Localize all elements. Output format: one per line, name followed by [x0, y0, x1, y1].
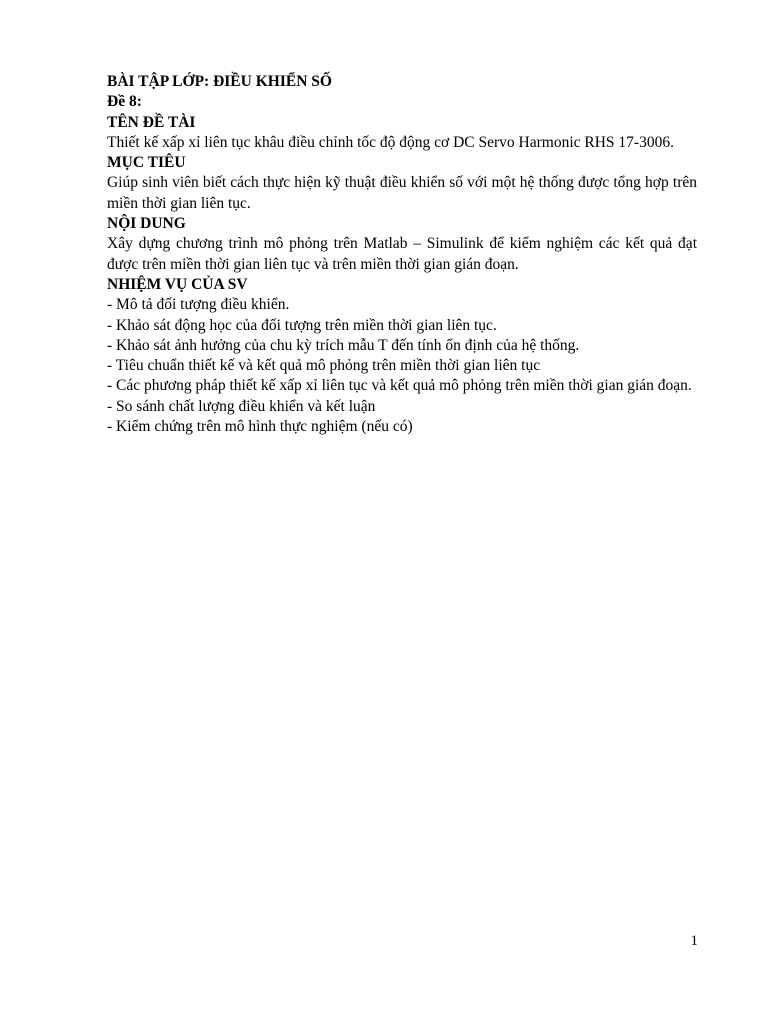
- content-heading: NỘI DUNG: [107, 215, 186, 233]
- tasks-list: [107, 295, 697, 437]
- topic-heading: TÊN ĐỀ TÀI: [107, 113, 196, 131]
- page-number: 1: [690, 933, 698, 949]
- objective-text: Giúp sinh viên biết cách thực hiện kỹ thuật điều khiển số với một hệ thống được tổng hợp trên miền thời gian liên tục.: [107, 174, 697, 212]
- task-item: - So sánh chất lượng điều khiển và kết luận: [107, 397, 376, 415]
- tasks-heading: NHIỆM VỤ CỦA SV: [107, 275, 248, 293]
- task-item: - Tiêu chuẩn thiết kế và kết quả mô phỏng trên miền thời gian liên tục: [107, 357, 541, 375]
- task-item: - Khảo sát ảnh hưởng của chu kỳ trích mẫu T đến tính ổn định của hệ thống.: [107, 336, 580, 354]
- document-title: BÀI TẬP LỚP: ĐIỀU KHIỂN SỐ: [107, 73, 332, 90]
- document-body: [107, 72, 697, 437]
- content-text: Xây dựng chương trình mô phỏng trên Matlab – Simulink để kiểm nghiệm các kết quả đạt được trên miền thời gian liên tục và trên miền thời gian gián đoạn.: [107, 235, 697, 273]
- task-item: - Các phương pháp thiết kế xấp xỉ liên tục và kết quả mô phỏng trên miền thời gian gián đoạn.: [107, 377, 692, 395]
- objective-heading: MỤC TIÊU: [107, 154, 186, 172]
- problem-number: Đề 8:: [107, 93, 142, 111]
- task-item: - Khảo sát động học của đối tượng trên miền thời gian liên tục.: [107, 316, 497, 334]
- topic-text: Thiết kế xấp xỉ liên tục khâu điều chỉnh tốc độ động cơ DC Servo Harmonic RHS 17-3006.: [107, 133, 674, 151]
- task-item: - Kiểm chứng trên mô hình thực nghiệm (nếu có): [107, 418, 413, 436]
- task-item: - Mô tả đối tượng điều khiển.: [107, 296, 290, 314]
